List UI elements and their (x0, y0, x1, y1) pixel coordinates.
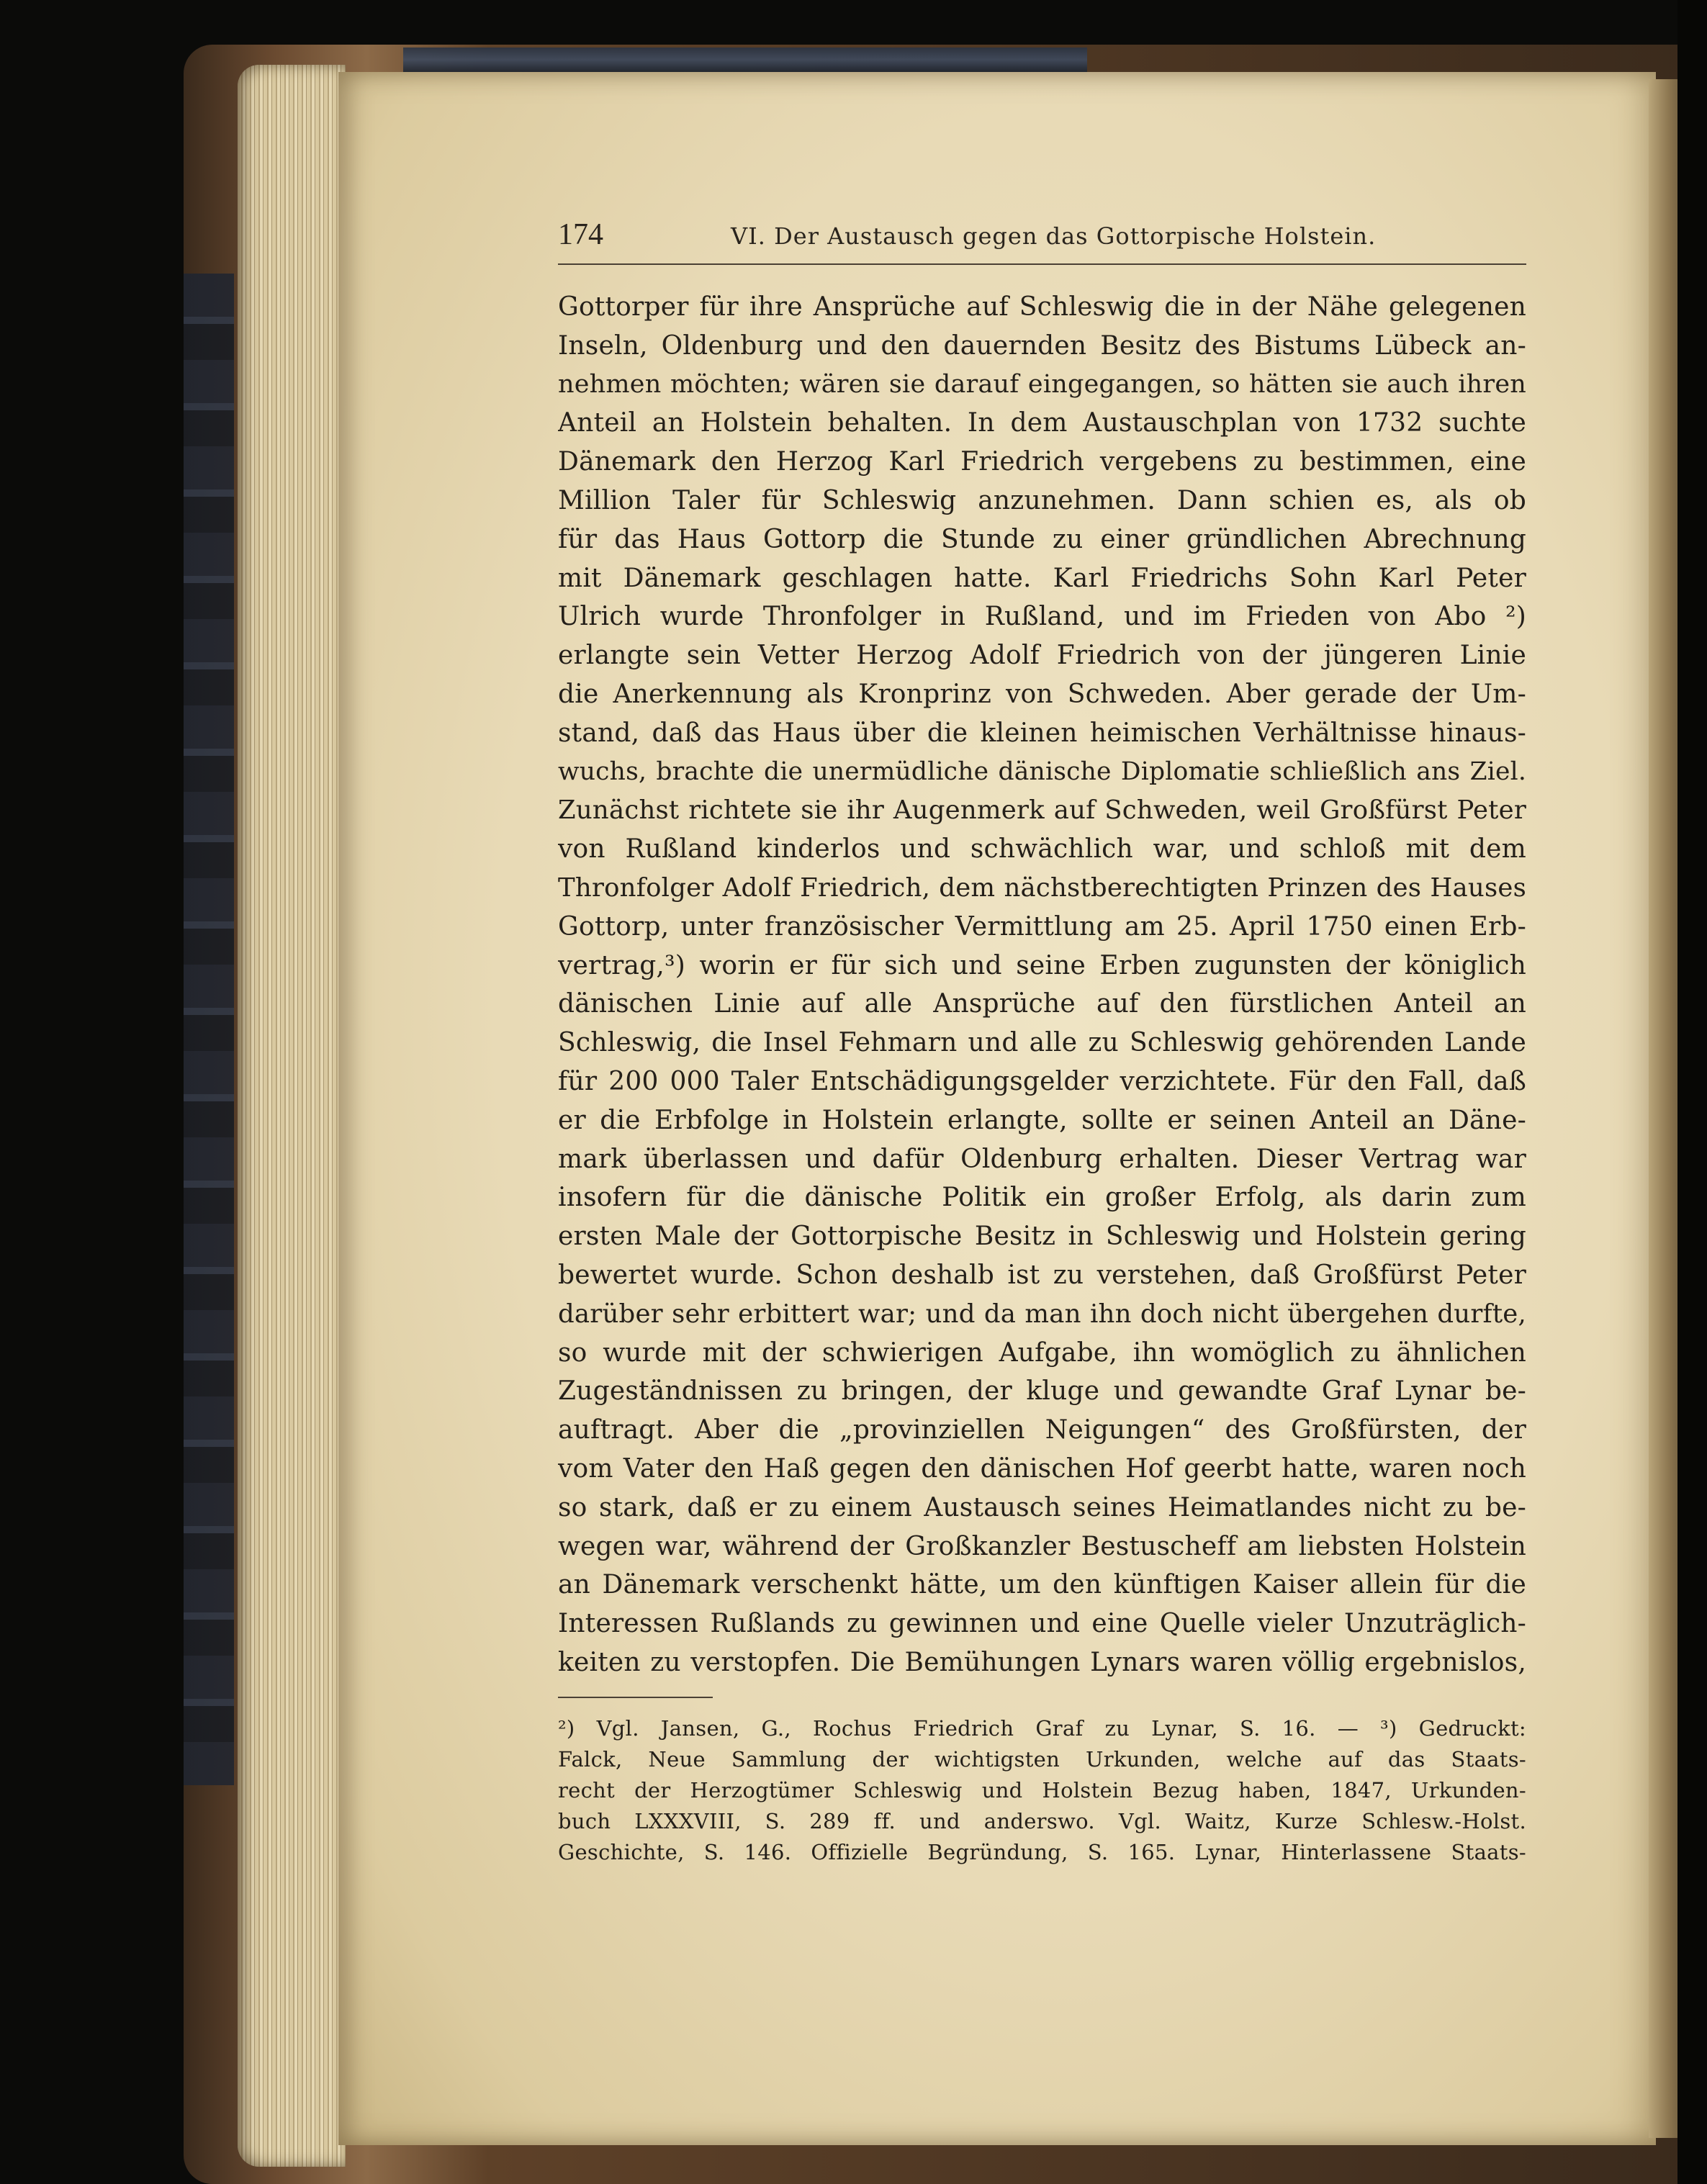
body-line: erlangte sein Vetter Herzog Adolf Friedrich von der jüngeren Linie (558, 641, 1526, 671)
body-line: Schleswig, die Insel Fehmarn und alle zu Schleswig gehörenden Lande (558, 1028, 1526, 1058)
body-line: Interessen Rußlands zu gewinnen und eine Quelle vieler Unzuträglich- (558, 1609, 1526, 1639)
body-text (558, 288, 1526, 1682)
body-line: Zunächst richtete sie ihr Augenmerk auf Schweden, weil Großfürst Peter (558, 795, 1526, 826)
body-line: für 200 000 Taler Entschädigungsgelder verzichtete. Für den Fall, daß (558, 1066, 1526, 1096)
book-spine (184, 274, 234, 1785)
body-line: darüber sehr erbittert war; und da man ihn doch nicht übergehen durfte, (558, 1299, 1526, 1329)
body-line: insofern für die dänische Politik ein großer Erfolg, als darin zum (558, 1183, 1526, 1213)
body-line: Ulrich wurde Thronfolger in Rußland, und im Frieden von Abo ²) (558, 602, 1526, 632)
footnotes (558, 1713, 1526, 1868)
body-line: Gottorp, unter französischer Vermittlung am 25. April 1750 einen Erb- (558, 911, 1526, 942)
body-line: von Rußland kinderlos und schwächlich war, und schloß mit dem (558, 834, 1526, 865)
footnote-rule (558, 1697, 713, 1698)
footnote-line: buch LXXXVIII, S. 289 ff. und anderswo. Vgl. Waitz, Kurze Schlesw.-Holst. (558, 1809, 1526, 1833)
body-line: Zugeständnissen zu bringen, der kluge und gewandte Graf Lynar be- (558, 1376, 1526, 1407)
body-line: vom Vater den Haß gegen den dänischen Hof geerbt hatte, waren noch (558, 1453, 1526, 1484)
body-line: vertrag,³) worin er für sich und seine Erben zugunsten der königlich (558, 950, 1526, 980)
footnote-line: Geschichte, S. 146. Offizielle Begründung, S. 165. Lynar, Hinterlassene Staats- (558, 1840, 1526, 1864)
running-head: VI. Der Austausch gegen das Gottorpische Holstein. (731, 222, 1377, 250)
page-header (558, 213, 1526, 265)
body-line: nehmen möchten; wären sie darauf eingegangen, so hätten sie auch ihren (558, 369, 1526, 399)
body-line: so stark, daß er zu einem Austausch seines Heimatlandes nicht zu be- (558, 1492, 1526, 1522)
body-line: stand, daß das Haus über die kleinen heimischen Verhältnisse hinaus- (558, 718, 1526, 748)
body-line: dänischen Linie auf alle Ansprüche auf den fürstlichen Anteil an (558, 989, 1526, 1019)
body-line: ersten Male der Gottorpische Besitz in Schleswig und Holstein gering (558, 1222, 1526, 1252)
body-line: er die Erbfolge in Holstein erlangte, sollte er seinen Anteil an Däne- (558, 1105, 1526, 1135)
footnote-line: recht der Herzogtümer Schleswig und Holstein Bezug haben, 1847, Urkunden- (558, 1778, 1526, 1802)
body-line: so wurde mit der schwierigen Aufgabe, ihn womöglich zu ähnlichen (558, 1337, 1526, 1368)
cover-edge (403, 48, 1087, 72)
body-line: für das Haus Gottorp die Stunde zu einer gründlichen Abrechnung (558, 524, 1526, 554)
body-line: an Dänemark verschenkt hätte, um den künftigen Kaiser allein für die (558, 1570, 1526, 1600)
body-line: Thronfolger Adolf Friedrich, dem nächstberechtigten Prinzen des Hauses (558, 872, 1526, 903)
footnote-line: ²) Vgl. Jansen, G., Rochus Friedrich Graf zu Lynar, S. 16. — ³) Gedruckt: (558, 1716, 1526, 1741)
body-line: die Anerkennung als Kronprinz von Schweden. Aber gerade der Um- (558, 679, 1526, 709)
body-line: Inseln, Oldenburg und den dauernden Besitz des Bistums Lübeck an- (558, 330, 1526, 361)
body-line: wegen war, während der Großkanzler Bestuscheff am liebsten Holstein (558, 1531, 1526, 1561)
body-line: Anteil an Holstein behalten. In dem Austauschplan von 1732 suchte (558, 408, 1526, 438)
body-line: auftragt. Aber die „provinziellen Neigungen“ des Großfürsten, der (558, 1415, 1526, 1445)
page-number: 174 (558, 218, 603, 251)
body-line: mark überlassen und dafür Oldenburg erhalten. Dieser Vertrag war (558, 1144, 1526, 1174)
footnote-line: Falck, Neue Sammlung der wichtigsten Urkunden, welche auf das Staats- (558, 1747, 1526, 1772)
body-line: bewertet wurde. Schon deshalb ist zu verstehen, daß Großfürst Peter (558, 1260, 1526, 1290)
right-margin-shadow (1677, 0, 1707, 2184)
body-line: keiten zu verstopfen. Die Bemühungen Lynars waren völlig ergebnislos, (558, 1647, 1526, 1677)
body-line: mit Dänemark geschlagen hatte. Karl Friedrichs Sohn Karl Peter (558, 563, 1526, 593)
body-line: Million Taler für Schleswig anzunehmen. Dann schien es, als ob (558, 485, 1526, 515)
body-line: Gottorper für ihre Ansprüche auf Schleswig die in der Nähe gelegenen (558, 292, 1526, 322)
page-edges (238, 65, 346, 2167)
body-line: wuchs, brachte die unermüdliche dänische Diplomatie schließlich ans Ziel. (558, 757, 1526, 786)
body-line: Dänemark den Herzog Karl Friedrich vergebens zu bestimmen, eine (558, 447, 1526, 477)
